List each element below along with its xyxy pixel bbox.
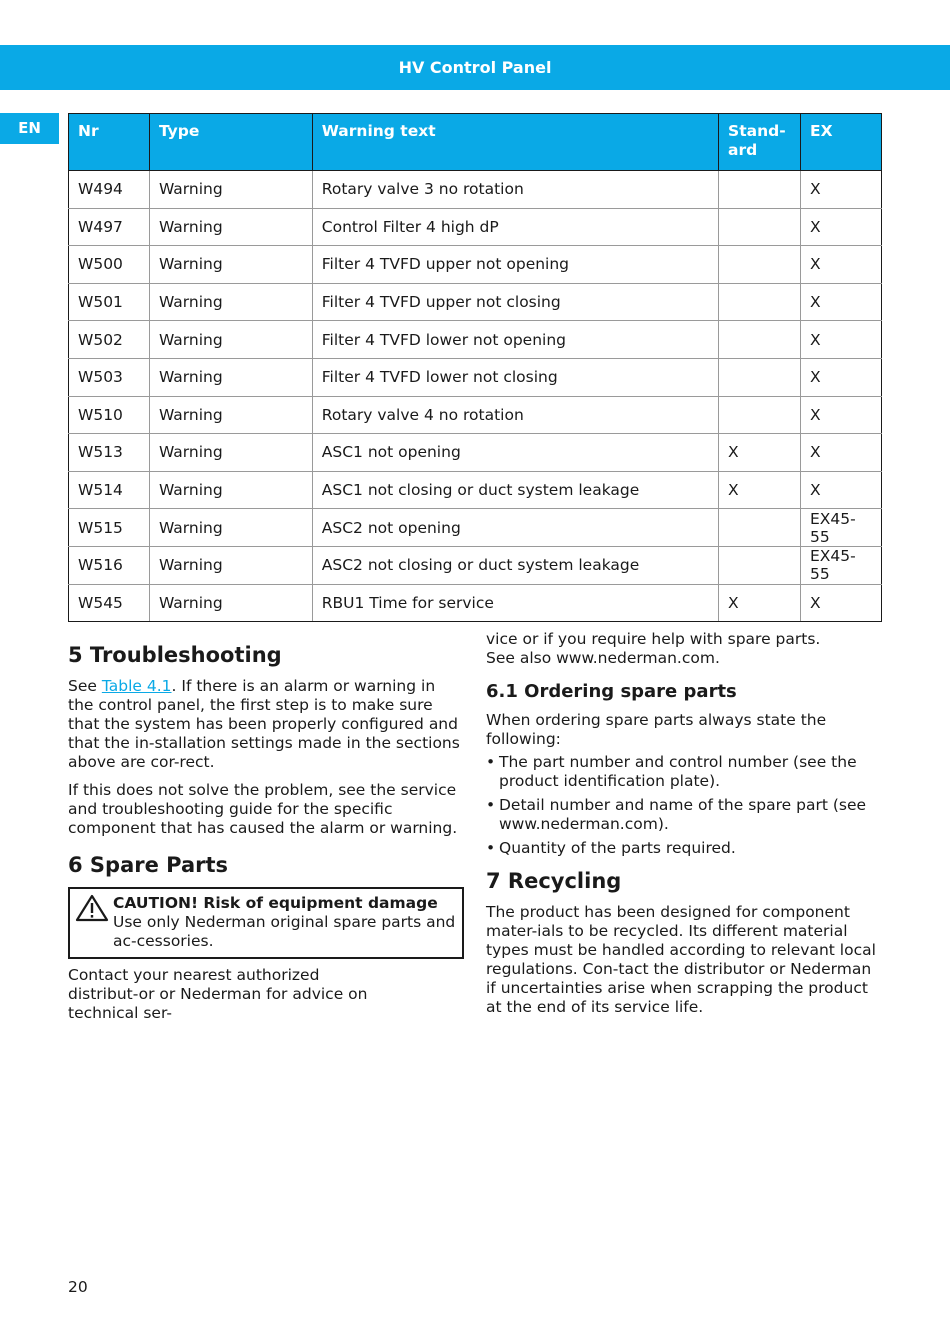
cell-standard: X: [719, 434, 801, 472]
cell-ex: X: [801, 358, 882, 396]
cell-nr: W510: [69, 396, 150, 434]
cell-warning-text: Filter 4 TVFD upper not closing: [312, 283, 718, 321]
table-row: [69, 208, 882, 246]
cell-type: Warning: [149, 584, 312, 622]
cell-nr: W502: [69, 321, 150, 359]
cell-nr: W514: [69, 471, 150, 509]
cell-standard: X: [719, 584, 801, 622]
cell-type: Warning: [149, 358, 312, 396]
cell-standard: [719, 546, 801, 584]
cell-type: Warning: [149, 246, 312, 284]
cell-warning-text: Control Filter 4 high dP: [312, 208, 718, 246]
cell-standard: [719, 283, 801, 321]
cell-nr: W494: [69, 171, 150, 209]
contact-paragraph-start: Contact your nearest authorized distribut-or or Nederman for advice on technical ser-: [68, 966, 368, 1022]
ordering-heading: 6.1 Ordering spare parts: [486, 681, 737, 702]
right-column: [486, 630, 882, 1026]
cell-standard: [719, 208, 801, 246]
recycling-paragraph: The product has been designed for component mater-ials to be recycled. Its different material types must be handled according to relevant local regulations. Con-tact the distributor or Nederman if uncertainties arise when scrapping the product at the end of its service life.: [486, 903, 876, 1016]
warning-triangle-icon: [75, 894, 113, 951]
cell-ex: X: [801, 283, 882, 321]
header-standard: Stand- ard: [719, 114, 801, 171]
troubleshooting-text: . If there is an alarm or warning in the control panel, the first step is to make sure that the system has been properly configured and that the in-stallation settings made in the sections above are cor-rect.: [68, 677, 460, 771]
cell-warning-text: ASC1 not closing or duct system leakage: [312, 471, 718, 509]
document-title: HV Control Panel: [398, 58, 552, 77]
left-column: [68, 642, 464, 1032]
cell-standard: [719, 358, 801, 396]
header-warning-text: Warning text: [312, 114, 718, 171]
cell-nr: W503: [69, 358, 150, 396]
text-see: See: [68, 677, 102, 695]
cell-standard: [719, 321, 801, 359]
header-bar: [0, 45, 950, 90]
table-4-1-link[interactable]: Table 4.1: [101, 677, 172, 695]
table-row: [69, 584, 882, 622]
cell-standard: [719, 509, 801, 547]
cell-nr: W545: [69, 584, 150, 622]
table-row: [69, 546, 882, 584]
cell-ex: X: [801, 171, 882, 209]
cell-ex: X: [801, 208, 882, 246]
list-item: • Detail number and name of the spare part (see www.nederman.com).: [486, 796, 882, 834]
caution-box: [68, 887, 464, 959]
cell-nr: W501: [69, 283, 150, 321]
troubleshooting-paragraph-1: [68, 677, 464, 772]
cell-ex: EX45-55: [801, 546, 882, 584]
cell-type: Warning: [149, 434, 312, 472]
contact-paragraph-end: vice or if you require help with spare parts. See also www.nederman.com.: [486, 630, 821, 667]
warnings-table: [68, 113, 882, 622]
cell-ex: X: [801, 584, 882, 622]
page-number: 20: [68, 1278, 88, 1296]
cell-ex: X: [801, 396, 882, 434]
cell-warning-text: Rotary valve 4 no rotation: [312, 396, 718, 434]
table-row: [69, 171, 882, 209]
cell-ex: X: [801, 321, 882, 359]
cell-type: Warning: [149, 509, 312, 547]
table-row: [69, 358, 882, 396]
cell-standard: X: [719, 471, 801, 509]
table-row: [69, 246, 882, 284]
cell-type: Warning: [149, 396, 312, 434]
table-row: [69, 396, 882, 434]
table-row: [69, 283, 882, 321]
cell-warning-text: Filter 4 TVFD lower not opening: [312, 321, 718, 359]
cell-ex: X: [801, 471, 882, 509]
cell-nr: W513: [69, 434, 150, 472]
cell-warning-text: ASC1 not opening: [312, 434, 718, 472]
ordering-intro: When ordering spare parts always state the following:: [486, 711, 827, 748]
cell-nr: W500: [69, 246, 150, 284]
cell-warning-text: ASC2 not opening: [312, 509, 718, 547]
cell-warning-text: Filter 4 TVFD upper not opening: [312, 246, 718, 284]
language-label: EN: [18, 119, 41, 137]
cell-nr: W515: [69, 509, 150, 547]
header-ex: EX: [801, 114, 882, 171]
table-header-row: [69, 114, 882, 171]
table-row: [69, 471, 882, 509]
header-type: Type: [149, 114, 312, 171]
cell-nr: W497: [69, 208, 150, 246]
cell-nr: W516: [69, 546, 150, 584]
cell-warning-text: ASC2 not closing or duct system leakage: [312, 546, 718, 584]
cell-standard: [719, 396, 801, 434]
ordering-list: [486, 753, 882, 858]
table-row: [69, 321, 882, 359]
spare-parts-heading: 6 Spare Parts: [68, 853, 229, 877]
cell-standard: [719, 171, 801, 209]
table-row: [69, 509, 882, 547]
cell-ex: EX45-55: [801, 509, 882, 547]
caution-title: CAUTION! Risk of equipment damage: [113, 894, 438, 912]
cell-ex: X: [801, 434, 882, 472]
language-tab: [0, 113, 59, 144]
cell-type: Warning: [149, 546, 312, 584]
troubleshooting-heading: 5 Troubleshooting: [68, 643, 282, 667]
cell-type: Warning: [149, 171, 312, 209]
recycling-heading: 7 Recycling: [486, 869, 622, 893]
caution-text: Use only Nederman original spare parts and ac-cessories.: [113, 913, 456, 950]
cell-type: Warning: [149, 471, 312, 509]
cell-warning-text: Rotary valve 3 no rotation: [312, 171, 718, 209]
cell-warning-text: RBU1 Time for service: [312, 584, 718, 622]
cell-warning-text: Filter 4 TVFD lower not closing: [312, 358, 718, 396]
list-item: • The part number and control number (see the product identification plate).: [486, 753, 882, 791]
table-row: [69, 434, 882, 472]
cell-type: Warning: [149, 283, 312, 321]
cell-type: Warning: [149, 321, 312, 359]
cell-ex: X: [801, 246, 882, 284]
cell-type: Warning: [149, 208, 312, 246]
header-nr: Nr: [69, 114, 150, 171]
cell-standard: [719, 246, 801, 284]
list-item: • Quantity of the parts required.: [486, 839, 882, 858]
troubleshooting-paragraph-2: If this does not solve the problem, see the service and troubleshooting guide for the specific component that has caused the alarm or warning.: [68, 781, 458, 837]
